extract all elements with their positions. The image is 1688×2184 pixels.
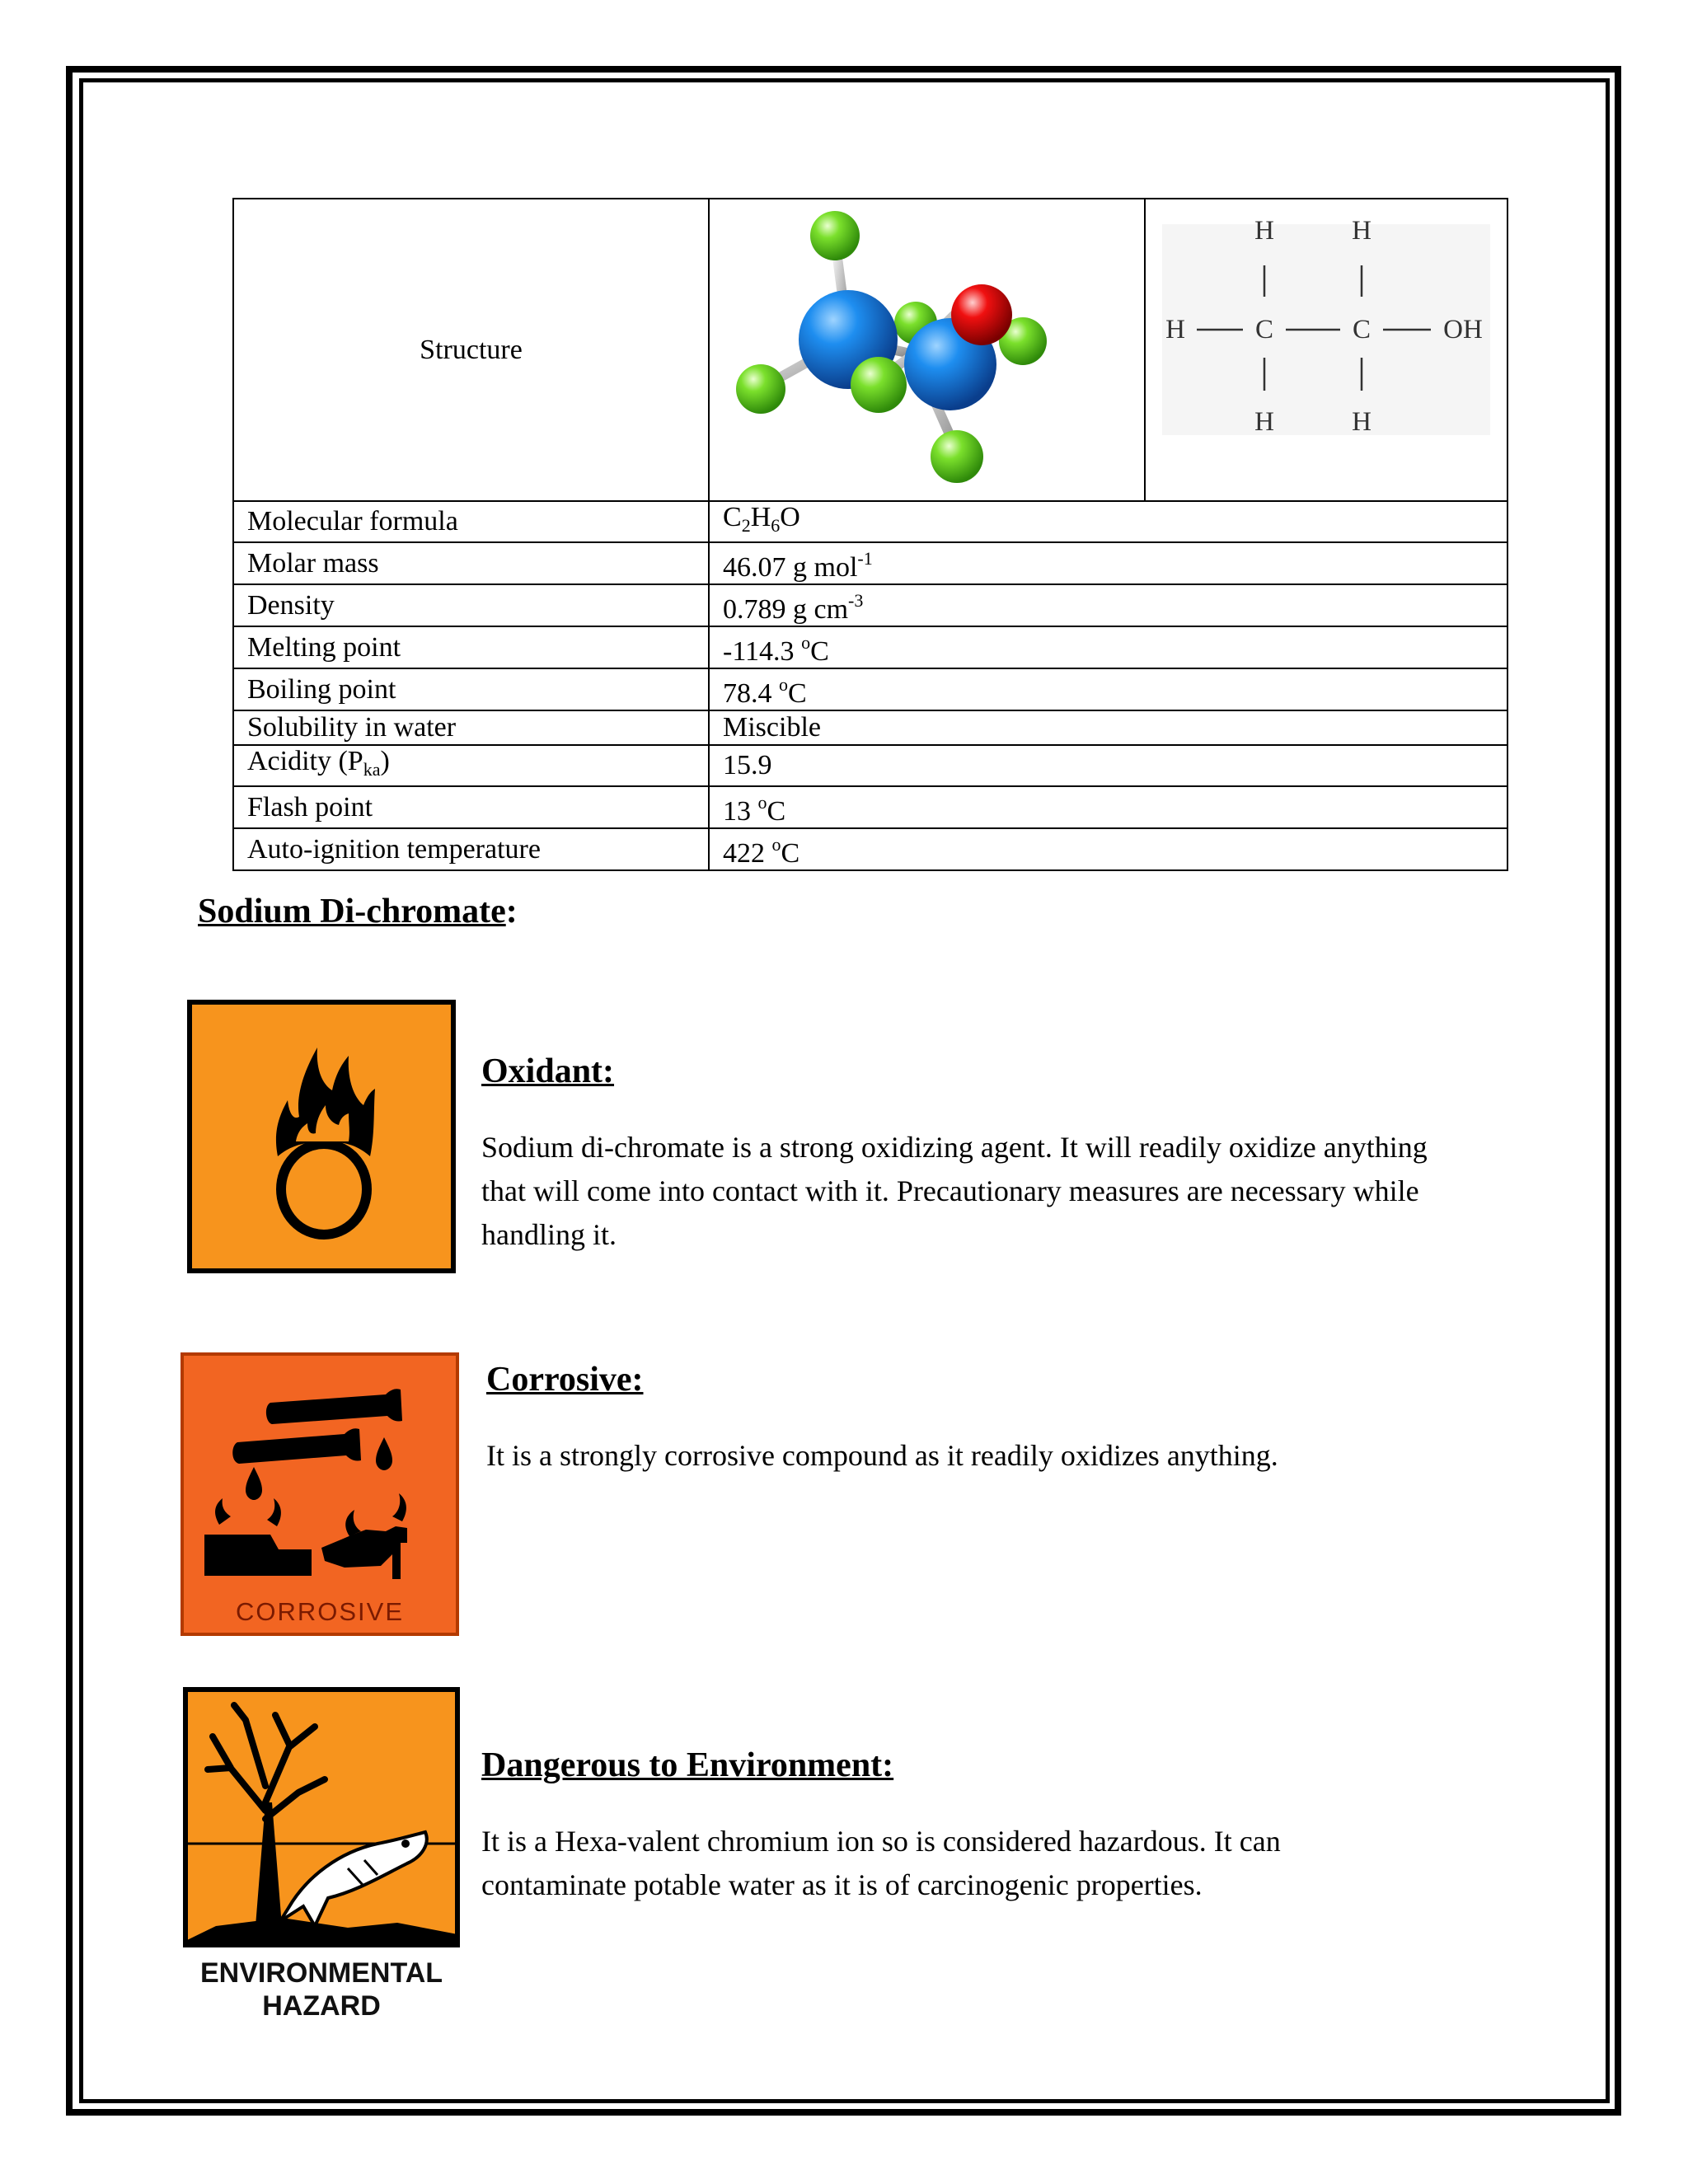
table-row (233, 786, 1507, 828)
structural-formula-cell (1145, 199, 1507, 501)
row-value: -114.3 $^o$C (709, 626, 1507, 668)
row-label: Boiling point (233, 668, 709, 710)
row-value: Miscible (709, 710, 1507, 745)
table-row (233, 710, 1507, 745)
formula-h-bottom-1: H (1254, 407, 1274, 437)
row-label: Density (233, 584, 709, 626)
row-label: Molecular formula (233, 501, 709, 542)
table-row (233, 828, 1507, 870)
ethanol-properties-table (232, 198, 1508, 871)
row-label: Melting point (233, 626, 709, 668)
table-row (233, 542, 1507, 584)
corrosive-hazard-sign (180, 1352, 460, 1637)
environment-title: Dangerous to Environment: (481, 1746, 894, 1784)
row-label: Molar mass (233, 542, 709, 584)
ball-and-stick-model (709, 199, 1145, 501)
row-label: Solubility in water (233, 710, 709, 745)
environmental-sign-label-2: HAZARD (262, 1990, 381, 2022)
formula-h-left: H (1165, 315, 1185, 344)
row-value: 78.4 $^o$C (709, 668, 1507, 710)
environment-description: It is a Hexa-valent chromium ion so is considered hazardous. It can contaminate potable water as it is of carcinogenic properties. (481, 1825, 1281, 1901)
oxidant-description: Sodium di-chromate is a strong oxidizing agent. It will readily oxidize anything that will come into contact with it. Precautionary measures are necessary while handling it. (481, 1131, 1428, 1251)
environmental-hazard-sign (183, 1687, 460, 2025)
row-label: Auto-ignition temperature (233, 828, 709, 870)
formula-oh: OH (1443, 315, 1483, 344)
row-value: $C_2H_6O$ (709, 501, 1507, 542)
formula-c2: C (1352, 315, 1372, 344)
table-row (233, 668, 1507, 710)
formula-c1: C (1254, 315, 1274, 344)
table-row (233, 626, 1507, 668)
section-title: Sodium Di-chromate: (198, 893, 518, 930)
formula-h-bottom-2: H (1352, 407, 1372, 437)
row-value: 13 $^o$C (709, 786, 1507, 828)
environmental-sign-label-1: ENVIRONMENTAL (199, 1957, 443, 1989)
table-row (233, 745, 1507, 786)
table-row (233, 584, 1507, 626)
formula-h-top-2: H (1352, 216, 1372, 246)
row-label: Flash point (233, 786, 709, 828)
structural-formula-diagram (1146, 199, 1507, 493)
table-row (233, 501, 1507, 542)
corrosive-description: It is a strongly corrosive compound as it readily oxidizes anything. (486, 1439, 1278, 1472)
corrosive-sign-label: CORROSIVE (235, 1597, 405, 1626)
row-value: 46.07 g mol$^{-1}$ (709, 542, 1507, 584)
structure-label: Structure (233, 199, 709, 501)
oxidant-title: Oxidant: (481, 1052, 615, 1090)
row-label: Acidity $(P_{ka})$ (233, 745, 709, 786)
row-value: 15.9 (709, 745, 1507, 786)
corrosive-title: Corrosive: (486, 1361, 644, 1399)
row-value: 0.789 g $cm^{-3}$ (709, 584, 1507, 626)
formula-h-top-1: H (1254, 216, 1274, 246)
row-value: 422 $^o$C (709, 828, 1507, 870)
oxidant-hazard-sign (187, 1000, 456, 1273)
ethanol-3d-model-image (710, 199, 1144, 493)
